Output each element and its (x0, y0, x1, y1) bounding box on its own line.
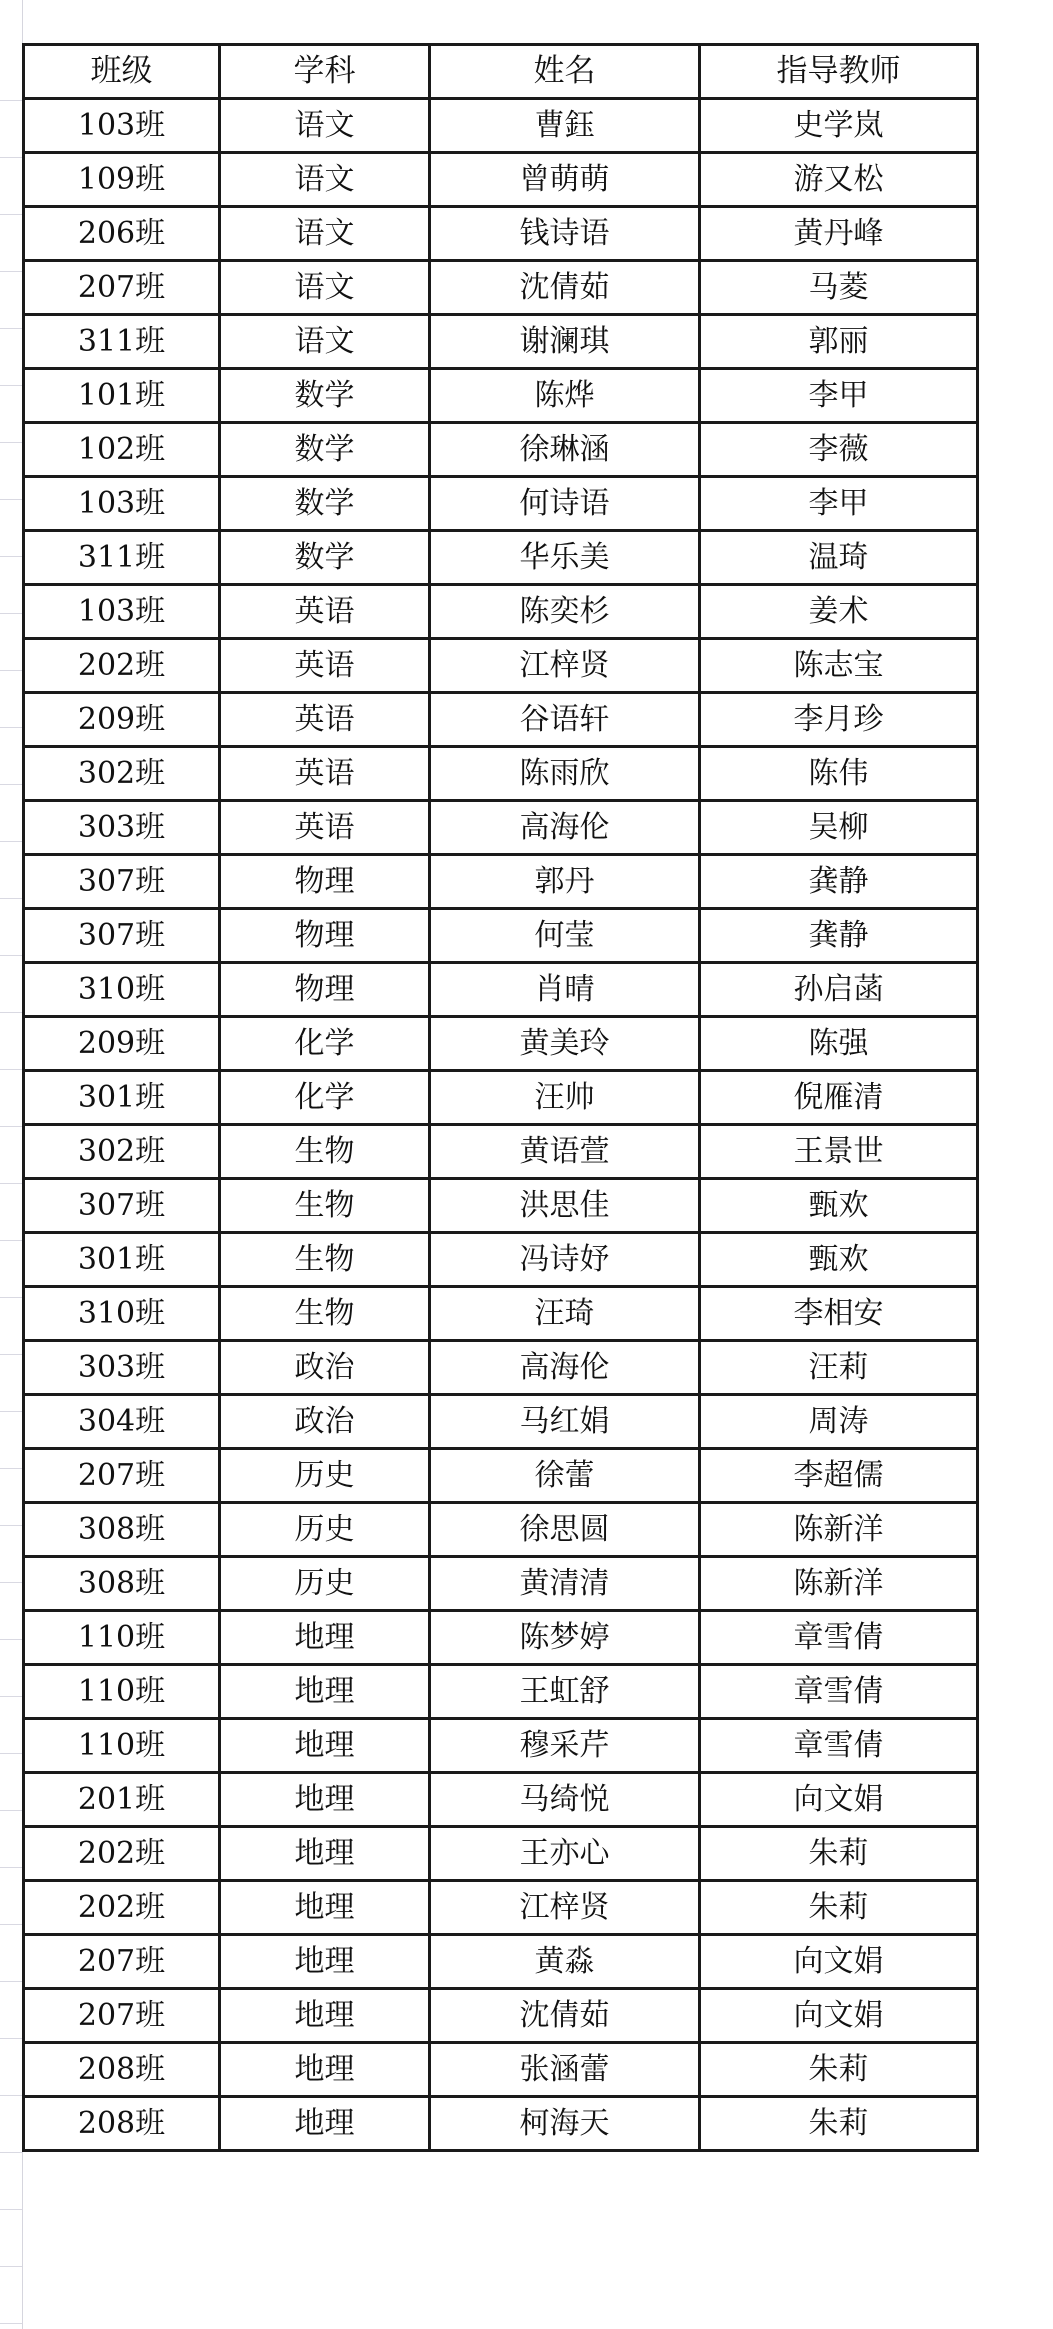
advisor-cell: 向文娟 (700, 1773, 978, 1827)
advisor-cell: 李甲 (700, 477, 978, 531)
advisor-cell: 朱莉 (700, 2043, 978, 2097)
student-name-cell: 徐思圆 (430, 1503, 700, 1557)
class-cell: 208班 (24, 2097, 220, 2151)
class-cell: 102班 (24, 423, 220, 477)
subject-cell: 历史 (220, 1503, 430, 1557)
class-cell: 311班 (24, 315, 220, 369)
table-row (24, 1233, 978, 1287)
class-cell: 206班 (24, 207, 220, 261)
table-row (24, 1017, 978, 1071)
table-row (24, 477, 978, 531)
class-cell: 207班 (24, 1989, 220, 2043)
student-name-cell: 马红娟 (430, 1395, 700, 1449)
class-cell: 303班 (24, 1341, 220, 1395)
table-row (24, 1071, 978, 1125)
student-name-cell: 沈倩茹 (430, 1989, 700, 2043)
advisor-cell: 马菱 (700, 261, 978, 315)
table-row (24, 747, 978, 801)
subject-cell: 英语 (220, 801, 430, 855)
student-name-cell: 何莹 (430, 909, 700, 963)
advisor-cell: 孙启菡 (700, 963, 978, 1017)
advisor-cell: 汪莉 (700, 1341, 978, 1395)
subject-cell: 地理 (220, 2043, 430, 2097)
subject-cell: 语文 (220, 315, 430, 369)
table-row (24, 855, 978, 909)
table-row (24, 801, 978, 855)
student-name-cell: 江梓贤 (430, 639, 700, 693)
student-name-cell: 陈奕杉 (430, 585, 700, 639)
student-name-cell: 谷语轩 (430, 693, 700, 747)
class-cell: 207班 (24, 261, 220, 315)
advisor-cell: 章雪倩 (700, 1665, 978, 1719)
student-name-cell: 王亦心 (430, 1827, 700, 1881)
table-row (24, 639, 978, 693)
subject-cell: 英语 (220, 747, 430, 801)
class-cell: 103班 (24, 585, 220, 639)
subject-cell: 地理 (220, 1719, 430, 1773)
advisor-cell: 温琦 (700, 531, 978, 585)
subject-cell: 地理 (220, 1611, 430, 1665)
class-cell: 209班 (24, 1017, 220, 1071)
student-name-cell: 江梓贤 (430, 1881, 700, 1935)
class-cell: 308班 (24, 1557, 220, 1611)
subject-cell: 地理 (220, 1989, 430, 2043)
subject-cell: 生物 (220, 1287, 430, 1341)
class-cell: 301班 (24, 1071, 220, 1125)
class-cell: 207班 (24, 1935, 220, 1989)
class-cell: 103班 (24, 477, 220, 531)
subject-cell: 化学 (220, 1017, 430, 1071)
advisor-cell: 陈新洋 (700, 1503, 978, 1557)
student-name-cell: 柯海天 (430, 2097, 700, 2151)
subject-cell: 数学 (220, 423, 430, 477)
class-cell: 201班 (24, 1773, 220, 1827)
table-row (24, 1989, 978, 2043)
header-row (24, 45, 978, 99)
class-cell: 311班 (24, 531, 220, 585)
table-row (24, 1827, 978, 1881)
class-cell: 304班 (24, 1395, 220, 1449)
subject-cell: 数学 (220, 531, 430, 585)
table-row (24, 1611, 978, 1665)
table-row (24, 1395, 978, 1449)
class-cell: 307班 (24, 855, 220, 909)
table-row (24, 1503, 978, 1557)
student-name-cell: 高海伦 (430, 801, 700, 855)
table-row (24, 1557, 978, 1611)
subject-cell: 语文 (220, 261, 430, 315)
header-subject: 学科 (220, 45, 430, 99)
advisor-cell: 李薇 (700, 423, 978, 477)
student-name-cell: 何诗语 (430, 477, 700, 531)
class-cell: 202班 (24, 1827, 220, 1881)
advisor-cell: 史学岚 (700, 99, 978, 153)
teacher-assignment-table (22, 43, 979, 2152)
class-cell: 202班 (24, 639, 220, 693)
advisor-cell: 姜术 (700, 585, 978, 639)
student-name-cell: 曹鈺 (430, 99, 700, 153)
class-cell: 302班 (24, 747, 220, 801)
student-name-cell: 高海伦 (430, 1341, 700, 1395)
advisor-cell: 甄欢 (700, 1233, 978, 1287)
advisor-cell: 李月珍 (700, 693, 978, 747)
advisor-cell: 李甲 (700, 369, 978, 423)
table-row (24, 1449, 978, 1503)
sheet-gridlines (0, 0, 23, 2329)
student-name-cell: 黄清清 (430, 1557, 700, 1611)
table-row (24, 261, 978, 315)
subject-cell: 历史 (220, 1557, 430, 1611)
header-class: 班级 (24, 45, 220, 99)
student-name-cell: 黄语萱 (430, 1125, 700, 1179)
advisor-cell: 李超儒 (700, 1449, 978, 1503)
table-row (24, 1935, 978, 1989)
class-cell: 307班 (24, 909, 220, 963)
subject-cell: 物理 (220, 909, 430, 963)
table-row (24, 585, 978, 639)
class-cell: 101班 (24, 369, 220, 423)
table-row (24, 1773, 978, 1827)
subject-cell: 地理 (220, 1935, 430, 1989)
advisor-cell: 周涛 (700, 1395, 978, 1449)
class-cell: 307班 (24, 1179, 220, 1233)
subject-cell: 生物 (220, 1125, 430, 1179)
table-row (24, 1179, 978, 1233)
subject-cell: 数学 (220, 369, 430, 423)
subject-cell: 历史 (220, 1449, 430, 1503)
advisor-cell: 朱莉 (700, 1881, 978, 1935)
student-name-cell: 曾萌萌 (430, 153, 700, 207)
table-row (24, 531, 978, 585)
class-cell: 110班 (24, 1611, 220, 1665)
table-row (24, 1881, 978, 1935)
class-cell: 110班 (24, 1665, 220, 1719)
advisor-cell: 甄欢 (700, 1179, 978, 1233)
advisor-cell: 龚静 (700, 909, 978, 963)
student-name-cell: 陈雨欣 (430, 747, 700, 801)
subject-cell: 生物 (220, 1233, 430, 1287)
student-name-cell: 黄美玲 (430, 1017, 700, 1071)
header-advisor: 指导教师 (700, 45, 978, 99)
subject-cell: 语文 (220, 207, 430, 261)
table-body (24, 99, 978, 2151)
table-row (24, 2043, 978, 2097)
advisor-cell: 陈强 (700, 1017, 978, 1071)
student-name-cell: 谢澜琪 (430, 315, 700, 369)
student-name-cell: 陈烨 (430, 369, 700, 423)
table-row (24, 1665, 978, 1719)
student-name-cell: 陈梦婷 (430, 1611, 700, 1665)
class-cell: 207班 (24, 1449, 220, 1503)
student-name-cell: 沈倩茹 (430, 261, 700, 315)
table-row (24, 369, 978, 423)
advisor-cell: 朱莉 (700, 2097, 978, 2151)
table-row (24, 1125, 978, 1179)
table-row (24, 423, 978, 477)
student-name-cell: 汪帅 (430, 1071, 700, 1125)
table-row (24, 693, 978, 747)
student-name-cell: 汪琦 (430, 1287, 700, 1341)
subject-cell: 地理 (220, 1773, 430, 1827)
table-row (24, 1341, 978, 1395)
subject-cell: 地理 (220, 1665, 430, 1719)
subject-cell: 数学 (220, 477, 430, 531)
subject-cell: 物理 (220, 963, 430, 1017)
class-cell: 208班 (24, 2043, 220, 2097)
subject-cell: 生物 (220, 1179, 430, 1233)
class-cell: 310班 (24, 1287, 220, 1341)
table-row (24, 909, 978, 963)
student-name-cell: 郭丹 (430, 855, 700, 909)
class-cell: 209班 (24, 693, 220, 747)
student-name-cell: 冯诗妤 (430, 1233, 700, 1287)
student-name-cell: 穆采芹 (430, 1719, 700, 1773)
subject-cell: 英语 (220, 585, 430, 639)
advisor-cell: 陈伟 (700, 747, 978, 801)
subject-cell: 英语 (220, 693, 430, 747)
advisor-cell: 李相安 (700, 1287, 978, 1341)
student-name-cell: 张涵蕾 (430, 2043, 700, 2097)
advisor-cell: 章雪倩 (700, 1719, 978, 1773)
subject-cell: 地理 (220, 1827, 430, 1881)
advisor-cell: 郭丽 (700, 315, 978, 369)
subject-cell: 语文 (220, 99, 430, 153)
student-name-cell: 徐蕾 (430, 1449, 700, 1503)
advisor-cell: 向文娟 (700, 1935, 978, 1989)
student-name-cell: 钱诗语 (430, 207, 700, 261)
advisor-cell: 王景世 (700, 1125, 978, 1179)
table-row (24, 1287, 978, 1341)
subject-cell: 语文 (220, 153, 430, 207)
advisor-cell: 朱莉 (700, 1827, 978, 1881)
advisor-cell: 倪雁清 (700, 1071, 978, 1125)
class-cell: 303班 (24, 801, 220, 855)
class-cell: 109班 (24, 153, 220, 207)
student-name-cell: 徐琳涵 (430, 423, 700, 477)
table-row (24, 963, 978, 1017)
advisor-cell: 陈新洋 (700, 1557, 978, 1611)
subject-cell: 英语 (220, 639, 430, 693)
table-row (24, 207, 978, 261)
subject-cell: 化学 (220, 1071, 430, 1125)
table-row (24, 1719, 978, 1773)
subject-cell: 政治 (220, 1395, 430, 1449)
student-name-cell: 马绮悦 (430, 1773, 700, 1827)
subject-cell: 地理 (220, 1881, 430, 1935)
advisor-cell: 黄丹峰 (700, 207, 978, 261)
student-name-cell: 华乐美 (430, 531, 700, 585)
advisor-cell: 章雪倩 (700, 1611, 978, 1665)
class-cell: 110班 (24, 1719, 220, 1773)
advisor-cell: 游又松 (700, 153, 978, 207)
advisor-cell: 向文娟 (700, 1989, 978, 2043)
subject-cell: 政治 (220, 1341, 430, 1395)
table-row (24, 99, 978, 153)
student-name-cell: 洪思佳 (430, 1179, 700, 1233)
student-name-cell: 王虹舒 (430, 1665, 700, 1719)
advisor-cell: 龚静 (700, 855, 978, 909)
header-student-name: 姓名 (430, 45, 700, 99)
table-row (24, 2097, 978, 2151)
class-cell: 301班 (24, 1233, 220, 1287)
class-cell: 308班 (24, 1503, 220, 1557)
advisor-cell: 吴柳 (700, 801, 978, 855)
class-cell: 310班 (24, 963, 220, 1017)
subject-cell: 物理 (220, 855, 430, 909)
student-name-cell: 黄淼 (430, 1935, 700, 1989)
class-cell: 302班 (24, 1125, 220, 1179)
table-row (24, 315, 978, 369)
table-row (24, 153, 978, 207)
advisor-cell: 陈志宝 (700, 639, 978, 693)
class-cell: 202班 (24, 1881, 220, 1935)
student-name-cell: 肖晴 (430, 963, 700, 1017)
class-cell: 103班 (24, 99, 220, 153)
subject-cell: 地理 (220, 2097, 430, 2151)
